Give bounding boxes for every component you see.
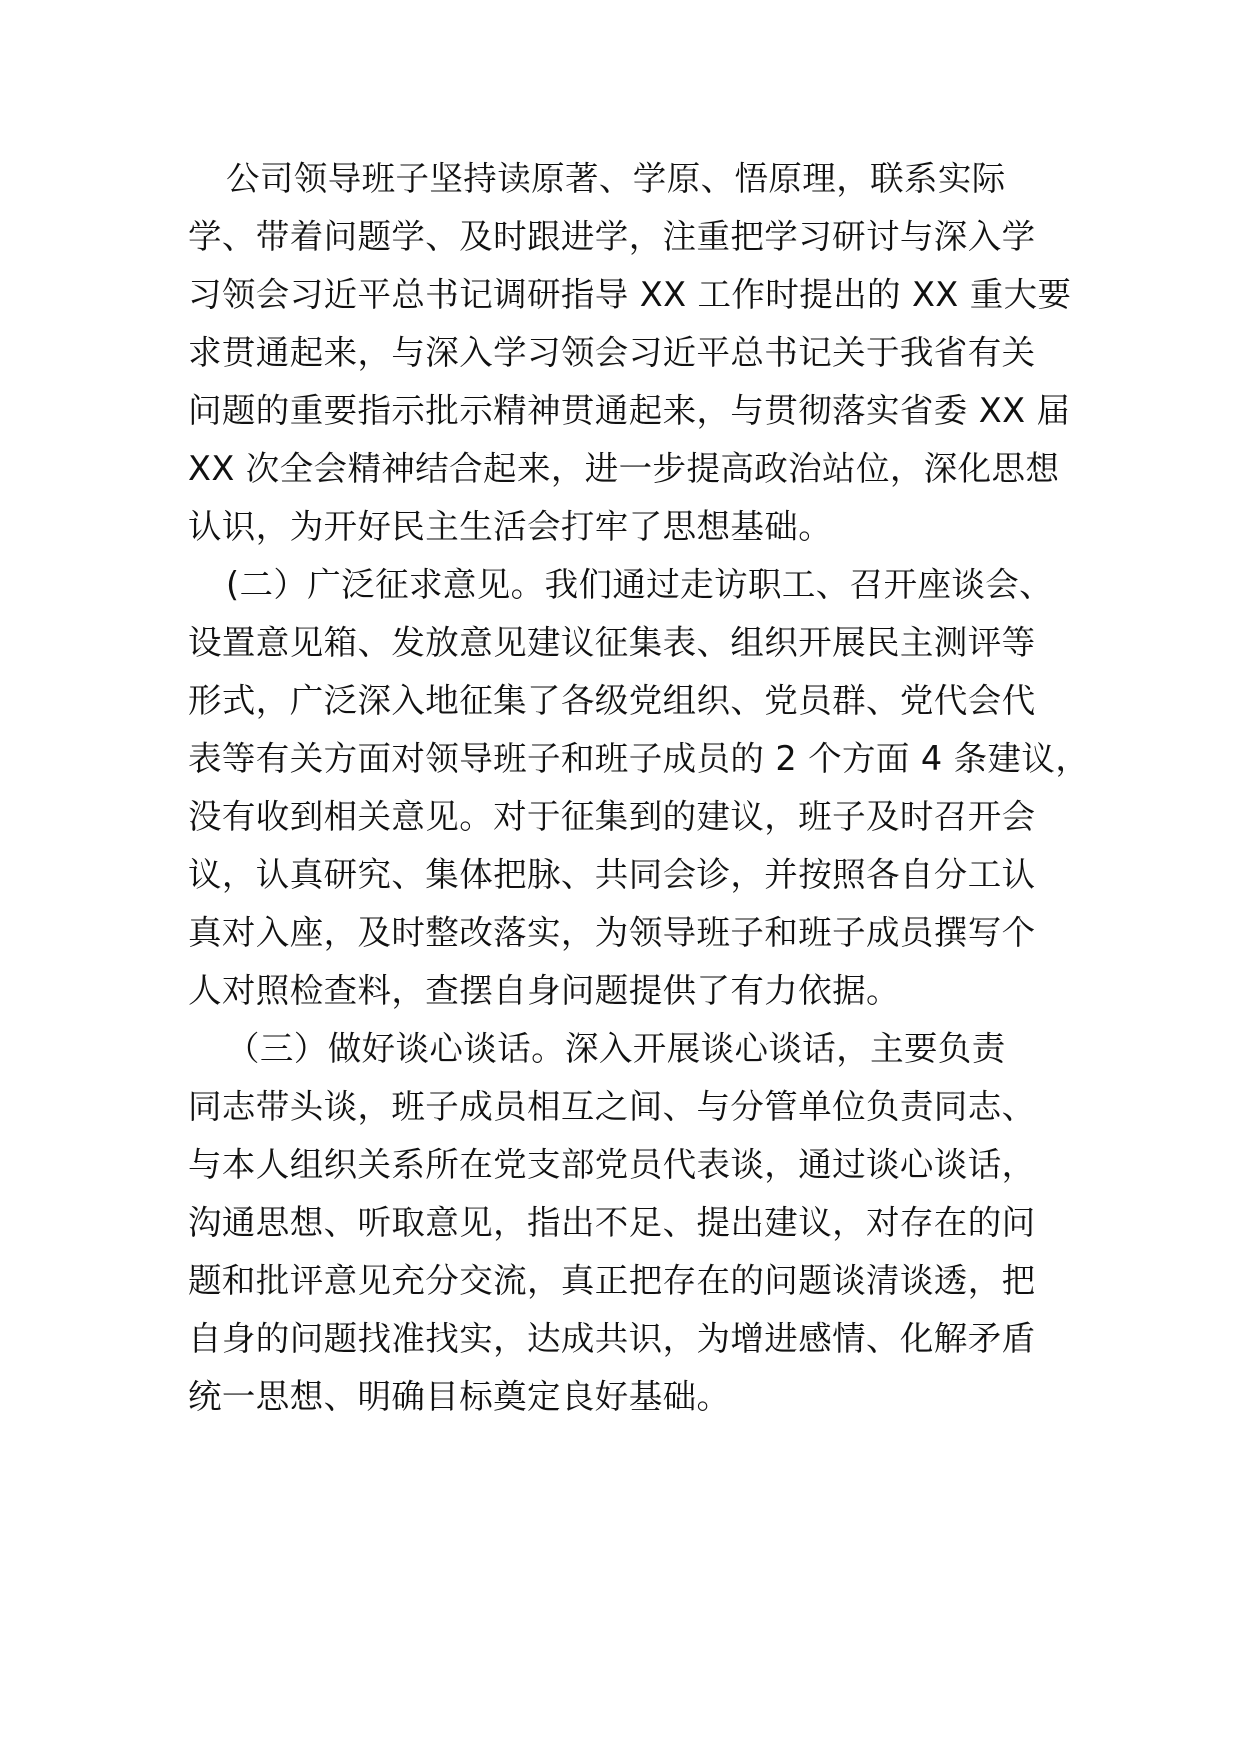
paragraph-1-line-3: 习领会习近平总书记调研指导 XX 工作时提出的 XX 重大要 (188, 275, 1072, 314)
paragraph-2-line-2: 设置意见箱、发放意见建议征集表、组织开展民主测评等 (188, 623, 1036, 662)
paragraph-3-line-1: （三）做好谈心谈话。深入开展谈心谈话，主要负责 (226, 1029, 1006, 1068)
paragraph-1-line-2: 学、带着问题学、及时跟进学，注重把学习研讨与深入学 (188, 217, 1036, 256)
paragraph-3-line-3: 与本人组织关系所在党支部党员代表谈，通过谈心谈话， (188, 1145, 1036, 1184)
paragraph-1-line-6: XX 次全会精神结合起来，进一步提高政治站位，深化思想 (188, 449, 1060, 488)
paragraph-2-line-5: 没有收到相关意见。对于征集到的建议，班子及时召开会 (188, 797, 1036, 836)
paragraph-2-line-4: 表等有关方面对领导班子和班子成员的 2 个方面 4 条建议， (188, 739, 1090, 778)
paragraph-2-line-6: 议，认真研究、集体把脉、共同会诊，并按照各自分工认 (188, 855, 1036, 894)
paragraph-2-line-3: 形式，广泛深入地征集了各级党组织、党员群、党代会代 (188, 681, 1036, 720)
paragraph-3-line-4: 沟通思想、听取意见，指出不足、提出建议，对存在的问 (188, 1203, 1036, 1242)
paragraph-3-line-6: 自身的问题找准找实，达成共识，为增进感情、化解矛盾 (188, 1319, 1036, 1358)
paragraph-3-line-5: 题和批评意见充分交流，真正把存在的问题谈清谈透，把 (188, 1261, 1036, 1300)
paragraph-2-line-7: 真对入座，及时整改落实，为领导班子和班子成员撰写个 (188, 913, 1036, 952)
paragraph-1-line-7: 认识，为开好民主生活会打牢了思想基础。 (188, 507, 833, 546)
paragraph-1-line-5: 问题的重要指示批示精神贯通起来，与贯彻落实省委 XX 届 (188, 391, 1071, 430)
paragraph-3-line-7: 统一思想、明确目标奠定良好基础。 (188, 1377, 731, 1416)
paragraph-2-line-1: (二）广泛征求意见。我们通过走访职工、召开座谈会、 (226, 565, 1054, 604)
paragraph-3-line-2: 同志带头谈，班子成员相互之间、与分管单位负责同志、 (188, 1087, 1036, 1126)
paragraph-1-line-1: 公司领导班子坚持读原著、学原、悟原理，联系实际 (226, 159, 1006, 198)
paragraph-1-line-4: 求贯通起来，与深入学习领会习近平总书记关于我省有关 (188, 333, 1036, 372)
paragraph-2-line-8: 人对照检查料，查摆自身问题提供了有力依据。 (188, 971, 900, 1010)
